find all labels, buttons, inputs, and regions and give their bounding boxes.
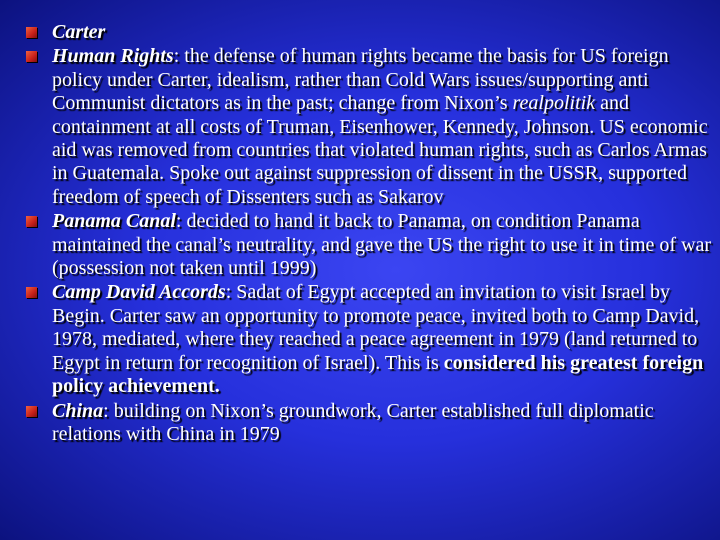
bullet-item-camp-david [26, 281, 714, 398]
square-bullet-icon [26, 51, 37, 62]
square-bullet-icon [26, 27, 37, 38]
bullet-item-carter [26, 21, 714, 44]
square-bullet-icon [26, 216, 37, 227]
bullet-separator: : [173, 45, 180, 68]
bullet-text: and containment at all costs of Truman, Eisenhower, Kennedy, Johnson. US economic aid was removed from countries that violated human rights, such as Carlos Armas in Guatemala. Spoke out against suppression of dissent in the USSR, supported freedom of speech of Dissenters such as Sakarov [52, 92, 708, 208]
bullet-term: Human Rights [52, 45, 174, 68]
bullet-term: Panama Canal [52, 210, 176, 233]
bullet-text: the defense of human rights became the basis for US foreign policy under Carter, idealism, rather than Cold Wars issues/supporting anti Communist dictators as in the past; change from Nixon’s [52, 45, 669, 115]
bullet-item-panama-canal [26, 210, 714, 280]
bullet-separator: : [103, 399, 109, 422]
bullet-term: Camp David Accords [52, 281, 226, 304]
bullet-item-human-rights [26, 45, 714, 209]
square-bullet-icon [26, 287, 37, 298]
bullet-text: decided to hand it back to Panama, on condition Panama maintained the canal’s neutrality, and gave the US the right to use it in time of war (possession not taken until 1999) [52, 210, 712, 280]
bullet-italic-text: realpolitik [512, 92, 596, 115]
square-bullet-icon [26, 406, 37, 417]
bullet-item-china [26, 400, 714, 447]
bullet-list [26, 21, 714, 447]
bullet-text: Sadat of Egypt accepted an invitation to visit Israel by Begin. Carter saw an opportunity to promote peace, invited both to Camp David, 1978, mediated, where they reached a peace agreement in 1979 (land returned to Egypt in return for recognition of Israel). This is [52, 281, 700, 374]
bullet-term: China [52, 399, 104, 422]
bullet-text: building on Nixon’s groundwork, Carter established full diplomatic relations with China in 1979 [52, 399, 654, 445]
bullet-separator: : [175, 210, 182, 233]
bullet-bold-text: considered his greatest foreign policy achievement. [52, 351, 704, 398]
bullet-term: Carter [52, 21, 106, 43]
bullet-separator: : [225, 281, 232, 304]
